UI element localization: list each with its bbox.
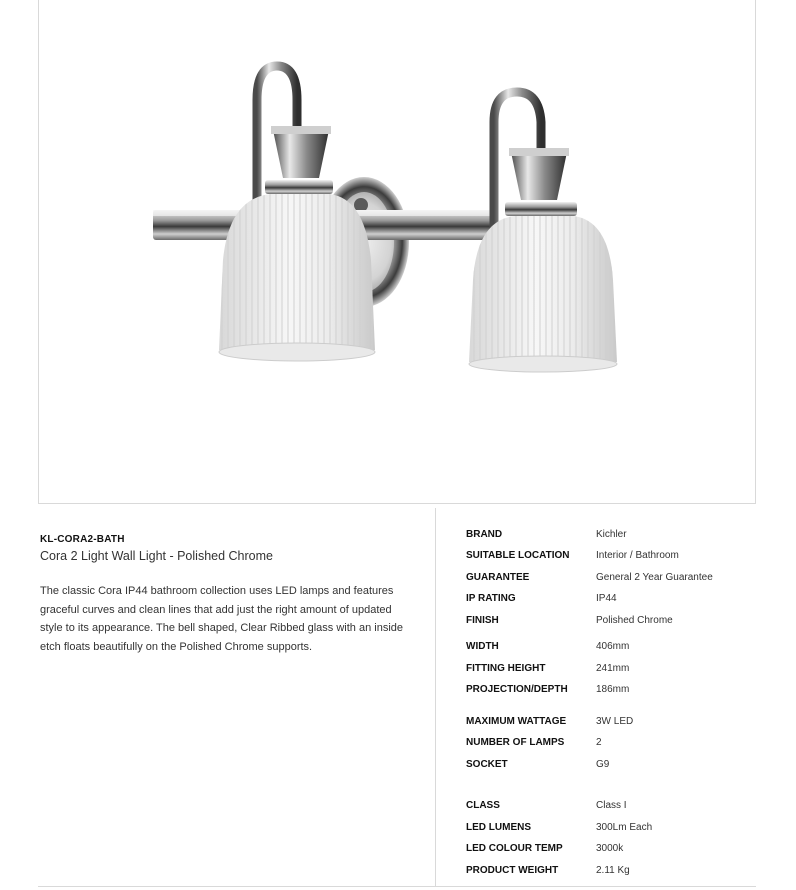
spec-key: SOCKET: [466, 759, 508, 770]
product-image: [39, 0, 757, 504]
spec-value: General 2 Year Guarantee: [596, 572, 713, 583]
spec-key: NUMBER OF LAMPS: [466, 737, 565, 748]
product-name: Cora 2 Light Wall Light - Polished Chrome: [40, 549, 273, 563]
spec-key: BRAND: [466, 529, 503, 540]
spec-key: MAXIMUM WATTAGE: [466, 716, 567, 727]
spec-key: PROJECTION/DEPTH: [466, 684, 568, 695]
spec-key: WIDTH: [466, 641, 499, 652]
spec-key: CLASS: [466, 800, 500, 811]
spec-value: 3000k: [596, 843, 624, 854]
spec-key: FITTING HEIGHT: [466, 663, 546, 674]
spec-value: 3W LED: [596, 716, 634, 727]
column-divider: [435, 508, 436, 886]
spec-key: SUITABLE LOCATION: [466, 550, 570, 561]
spec-key: IP RATING: [466, 593, 516, 604]
spec-value: 406mm: [596, 641, 630, 652]
spec-value: 300Lm Each: [596, 822, 653, 833]
spec-value: Kichler: [596, 529, 627, 540]
spec-key: GUARANTEE: [466, 572, 530, 583]
spec-value: G9: [596, 759, 610, 770]
bottom-divider: [38, 886, 756, 887]
spec-value: 2.11 Kg: [596, 865, 630, 876]
spec-key: LED COLOUR TEMP: [466, 843, 563, 854]
spec-value: Class I: [596, 800, 627, 811]
spec-key: LED LUMENS: [466, 822, 531, 833]
spec-value: Polished Chrome: [596, 615, 673, 626]
spec-key: FINISH: [466, 615, 499, 626]
product-sku: KL-CORA2-BATH: [40, 534, 125, 545]
product-image-frame: [38, 0, 756, 504]
product-description: The classic Cora IP44 bathroom collection uses LED lamps and features graceful curves and clean lines that add just the right amount of updated style to its appearance. The bell shaped, Clear Ribbed glass with an inside etch floats beautifully on the Polished Chrome supports.: [40, 585, 404, 653]
spec-value: IP44: [596, 593, 617, 604]
spec-value: 241mm: [596, 663, 630, 674]
spec-value: Interior / Bathroom: [596, 550, 679, 561]
spec-key: PRODUCT WEIGHT: [466, 865, 559, 876]
spec-value: 186mm: [596, 684, 630, 695]
spec-value: 2: [596, 737, 602, 748]
